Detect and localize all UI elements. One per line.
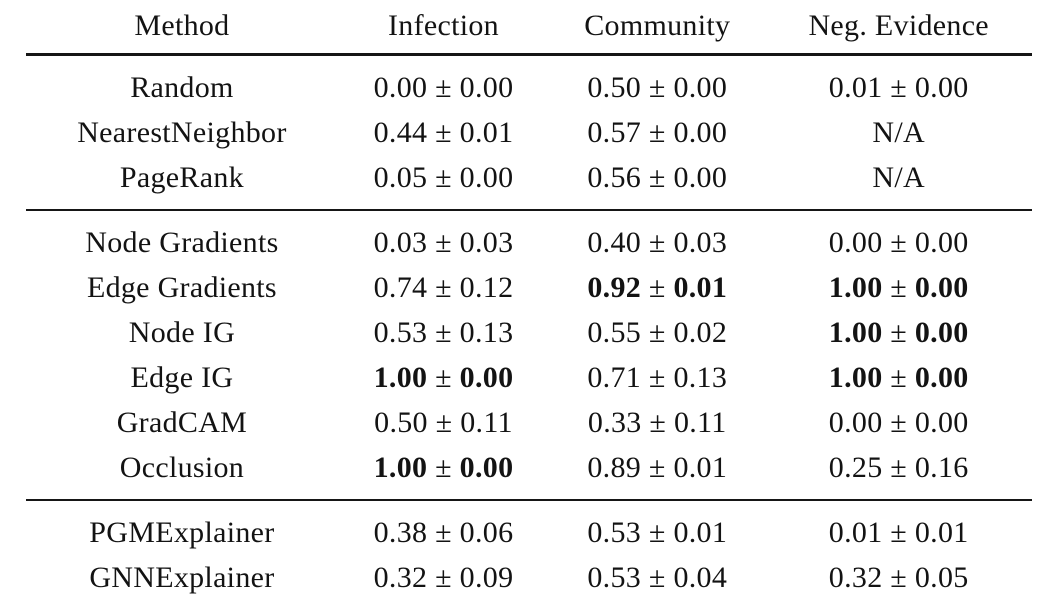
plus-minus-symbol: ± [641, 451, 674, 484]
table-row [26, 355, 1032, 400]
plus-minus-symbol: ± [641, 71, 674, 104]
mean-value: 0.50 [587, 71, 642, 104]
mean-value: 0.01 [828, 516, 883, 549]
metric-value [765, 265, 1032, 310]
method-name: Node IG [128, 316, 236, 349]
error-value: 0.03 [459, 226, 514, 259]
plus-minus-symbol: ± [882, 451, 915, 484]
mean-value: 0.00 [828, 406, 883, 439]
column-header-method: Method [134, 9, 230, 42]
mean-value: 0.92 [587, 271, 642, 304]
table-row [26, 55, 1032, 111]
metric-value [549, 155, 765, 210]
error-value: 0.00 [914, 316, 969, 349]
plus-minus-symbol: ± [641, 361, 674, 394]
mean-value: 0.33 [587, 406, 642, 439]
error-value: 0.00 [673, 71, 728, 104]
table-row [26, 500, 1032, 555]
metric-value [549, 400, 765, 445]
method-name: Random [130, 71, 234, 104]
plus-minus-symbol: ± [882, 316, 915, 349]
plus-minus-symbol: ± [427, 451, 460, 484]
metric-value [338, 555, 549, 606]
metric-value [765, 555, 1032, 606]
metric-value [765, 310, 1032, 355]
error-value: 0.00 [459, 361, 514, 394]
metric-value: N/A [872, 116, 925, 149]
metric-value [549, 210, 765, 265]
metric-value [338, 400, 549, 445]
mean-value: 1.00 [373, 361, 428, 394]
table-row [26, 210, 1032, 265]
metric-value [765, 500, 1032, 555]
table-row [26, 265, 1032, 310]
plus-minus-symbol: ± [882, 516, 915, 549]
metric-value [549, 445, 765, 500]
mean-value: 0.57 [587, 116, 642, 149]
column-header-infection: Infection [387, 9, 499, 42]
mean-value: 1.00 [828, 316, 883, 349]
mean-value: 1.00 [828, 271, 883, 304]
metric-value [338, 445, 549, 500]
metric-value [765, 355, 1032, 400]
plus-minus-symbol: ± [641, 406, 674, 439]
error-value: 0.00 [459, 451, 514, 484]
metric-value [338, 55, 549, 111]
plus-minus-symbol: ± [427, 561, 460, 594]
method-name: Occlusion [119, 451, 245, 484]
mean-value: 0.00 [373, 71, 428, 104]
table-row [26, 110, 1032, 155]
error-value: 0.05 [914, 561, 969, 594]
metric-value [765, 445, 1032, 500]
mean-value: 0.00 [828, 226, 883, 259]
mean-value: 0.50 [374, 406, 428, 439]
plus-minus-symbol: ± [882, 271, 915, 304]
plus-minus-symbol: ± [882, 71, 915, 104]
mean-value: 0.32 [373, 561, 428, 594]
mean-value: 0.53 [373, 316, 428, 349]
method-name: NearestNeighbor [77, 116, 287, 149]
metric-value [765, 210, 1032, 265]
plus-minus-symbol: ± [427, 406, 461, 439]
mean-value: 0.44 [373, 116, 428, 149]
error-value: 0.00 [914, 271, 969, 304]
plus-minus-symbol: ± [641, 226, 674, 259]
metric-value [549, 500, 765, 555]
metric-value [549, 265, 765, 310]
metric-value [338, 265, 549, 310]
plus-minus-symbol: ± [427, 361, 460, 394]
table-row [26, 555, 1032, 606]
plus-minus-symbol: ± [641, 271, 674, 304]
metric-value [338, 210, 549, 265]
metric-value [338, 155, 549, 210]
mean-value: 0.01 [828, 71, 883, 104]
mean-value: 0.56 [587, 161, 642, 194]
plus-minus-symbol: ± [882, 226, 915, 259]
plus-minus-symbol: ± [641, 161, 674, 194]
mean-value: 0.05 [373, 161, 428, 194]
metric-value [338, 110, 549, 155]
method-name: GradCAM [116, 406, 248, 439]
error-value: 0.03 [673, 226, 728, 259]
mean-value: 0.38 [373, 516, 428, 549]
results-table-body [26, 55, 1032, 606]
mean-value: 0.32 [828, 561, 883, 594]
plus-minus-symbol: ± [641, 316, 674, 349]
plus-minus-symbol: ± [641, 561, 674, 594]
metric-value [338, 500, 549, 555]
method-name: GNNExplainer [89, 561, 275, 594]
error-value: 0.13 [673, 361, 728, 394]
column-header-neg-evidence: Neg. Evidence [808, 9, 989, 42]
error-value: 0.06 [459, 516, 514, 549]
error-value: 0.00 [459, 161, 514, 194]
mean-value: 0.55 [587, 316, 642, 349]
plus-minus-symbol: ± [882, 406, 915, 439]
method-name: PGMExplainer [89, 516, 275, 549]
error-value: 0.12 [459, 271, 514, 304]
error-value: 0.00 [673, 116, 728, 149]
mean-value: 0.53 [587, 516, 642, 549]
plus-minus-symbol: ± [882, 561, 915, 594]
table-row [26, 310, 1032, 355]
error-value: 0.00 [673, 161, 728, 194]
mean-value: 0.71 [587, 361, 642, 394]
error-value: 0.16 [914, 451, 969, 484]
error-value: 0.13 [459, 316, 514, 349]
error-value: 0.01 [673, 451, 728, 484]
error-value: 0.00 [914, 226, 969, 259]
header-row [26, 0, 1032, 55]
column-header-community: Community [584, 9, 731, 42]
results-table [26, 0, 1032, 606]
mean-value: 0.40 [587, 226, 642, 259]
mean-value: 0.03 [373, 226, 428, 259]
metric-value [549, 55, 765, 111]
error-value: 0.04 [673, 561, 728, 594]
error-value: 0.02 [673, 316, 728, 349]
metric-value [338, 310, 549, 355]
error-value: 0.11 [673, 406, 727, 439]
mean-value: 1.00 [373, 451, 428, 484]
method-name: Edge IG [130, 361, 234, 394]
error-value: 0.00 [914, 406, 969, 439]
plus-minus-symbol: ± [641, 516, 674, 549]
plus-minus-symbol: ± [882, 361, 915, 394]
table-row [26, 445, 1032, 500]
plus-minus-symbol: ± [427, 271, 460, 304]
table-row [26, 155, 1032, 210]
metric-value: N/A [872, 161, 925, 194]
error-value: 0.01 [459, 116, 514, 149]
mean-value: 0.89 [587, 451, 642, 484]
metric-value [549, 110, 765, 155]
mean-value: 0.74 [373, 271, 428, 304]
mean-value: 0.53 [587, 561, 642, 594]
plus-minus-symbol: ± [427, 71, 460, 104]
plus-minus-symbol: ± [427, 161, 460, 194]
metric-value [549, 355, 765, 400]
plus-minus-symbol: ± [427, 226, 460, 259]
plus-minus-symbol: ± [427, 116, 460, 149]
method-name: Edge Gradients [86, 271, 277, 304]
error-value: 0.00 [459, 71, 514, 104]
metric-value [549, 555, 765, 606]
plus-minus-symbol: ± [427, 516, 460, 549]
method-name: PageRank [119, 161, 244, 194]
error-value: 0.09 [459, 561, 514, 594]
metric-value [765, 55, 1032, 111]
mean-value: 0.25 [828, 451, 883, 484]
metric-value [549, 310, 765, 355]
metric-value [338, 355, 549, 400]
error-value: 0.00 [914, 71, 969, 104]
method-name: Node Gradients [85, 226, 279, 259]
plus-minus-symbol: ± [427, 316, 460, 349]
table-row [26, 400, 1032, 445]
metric-value [765, 400, 1032, 445]
error-value: 0.01 [673, 516, 728, 549]
plus-minus-symbol: ± [641, 116, 674, 149]
mean-value: 1.00 [828, 361, 883, 394]
error-value: 0.01 [914, 516, 969, 549]
error-value: 0.00 [914, 361, 969, 394]
error-value: 0.11 [460, 406, 513, 439]
error-value: 0.01 [673, 271, 728, 304]
